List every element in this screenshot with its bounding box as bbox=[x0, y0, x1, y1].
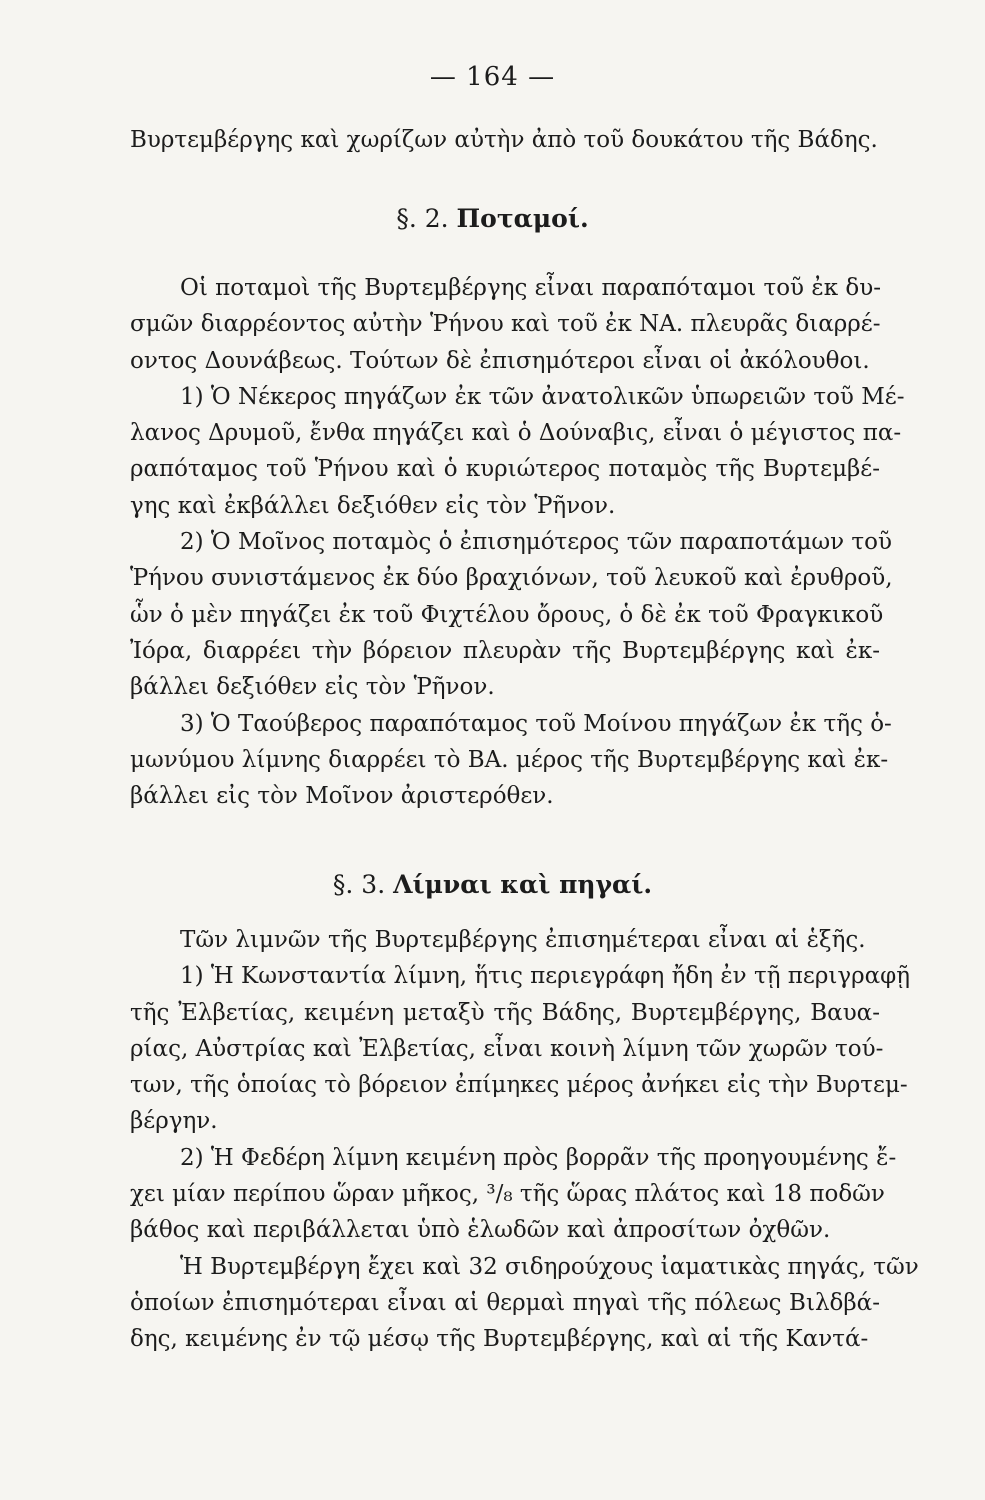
text-line: γης καὶ ἐκβάλλει δεξιόθεν εἰς τὸν Ῥῆνον. bbox=[130, 492, 616, 519]
text-line: Ἰόρα, διαρρέει τὴν βόρειον πλευρὰν τῆς Βυρτεμβέργης καὶ ἐκ- bbox=[130, 637, 880, 664]
section-body-rivers bbox=[130, 270, 905, 814]
text-line: βέργην. bbox=[130, 1108, 218, 1135]
text-line: βάλλει εἰς τὸν Μοῖνον ἀριστερόθεν. bbox=[130, 783, 554, 810]
text-line: ὧν ὁ μὲν πηγάζει ἐκ τοῦ Φιχτέλου ὄρους, ὁ δὲ ἐκ τοῦ Φραγκικοῦ bbox=[130, 601, 884, 628]
text-line: οντος Δουνάβεως. Τούτων δὲ ἐπισημότεροι εἶναι οἱ ἀκόλουθοι. bbox=[130, 347, 870, 374]
text-line: Βυρτεμβέργης καὶ χωρίζων αὐτὴν ἀπὸ τοῦ δουκάτου τῆς Βάδης. bbox=[130, 127, 878, 153]
text-line: Τῶν λιμνῶν τῆς Βυρτεμβέργης ἐπισημέτεραι εἶναι αἱ ἑξῆς. bbox=[180, 927, 866, 953]
text-line: μωνύμου λίμνης διαρρέει τὸ ΒΑ. μέρος τῆς Βυρτεμβέργης καὶ ἐκ- bbox=[130, 746, 889, 773]
section-heading-lakes bbox=[0, 870, 985, 899]
text-line: δης, κειμένης ἐν τῷ μέσῳ τῆς Βυρτεμβέργης, καὶ αἱ τῆς Καντά- bbox=[130, 1326, 869, 1353]
text-line: σμῶν διαρρέοντος αὐτὴν Ῥήνου καὶ τοῦ ἐκ ΝΑ. πλευρᾶς διαρρέ- bbox=[130, 311, 881, 338]
text-line: 2) Ἡ Φεδέρη λίμνη κειμένη πρὸς βορρᾶν τῆς προηγουμένης ἔ- bbox=[180, 1144, 897, 1171]
text-line: 1) Ὁ Νέκερος πηγάζων ἐκ τῶν ἀνατολικῶν ὑπωρειῶν τοῦ Μέ- bbox=[180, 383, 905, 410]
text-line: ραπόταμος τοῦ Ῥήνου καὶ ὁ κυριώτερος ποταμὸς τῆς Βυρτεμβέ- bbox=[130, 456, 880, 483]
section-number: §. 3. bbox=[332, 870, 386, 899]
text-line: βάλλει δεξιόθεν εἰς τὸν Ῥῆνον. bbox=[130, 674, 495, 701]
section-number: §. 2. bbox=[396, 204, 449, 233]
text-line: βάθος καὶ περιβάλλεται ὑπὸ ἑλωδῶν καὶ ἀπροσίτων ὀχθῶν. bbox=[130, 1217, 831, 1244]
text-line: ὁποίων ἐπισημότεραι εἶναι αἱ θερμαὶ πηγαὶ τῆς πόλεως Βιλδβά- bbox=[130, 1289, 880, 1316]
section-body-lakes bbox=[130, 922, 919, 1358]
text-line: των, τῆς ὁποίας τὸ βόρειον ἐπίμηκες μέρος ἀνήκει εἰς τὴν Βυρτεμ- bbox=[130, 1072, 908, 1099]
text-line: ρίας, Αὐστρίας καὶ Ἐλβετίας, εἶναι κοινὴ λίμνη τῶν χωρῶν τού- bbox=[130, 1035, 884, 1062]
text-line: τῆς Ἐλβετίας, κειμένη μεταξὺ τῆς Βάδης, Βυρτεμβέργης, Βαυα- bbox=[130, 999, 880, 1026]
text-line: 3) Ὁ Ταούβερος παραπόταμος τοῦ Μοίνου πηγάζων ἐκ τῆς ὁ- bbox=[180, 710, 892, 737]
page-number: — 164 — bbox=[429, 62, 556, 92]
text-line: 1) Ἡ Κωνσταντία λίμνη, ἥτις περιεγράφη ἤδη ἐν τῇ περιγραφῇ bbox=[180, 963, 911, 990]
text-line: Ῥήνου συνιστάμενος ἐκ δύο βραχιόνων, τοῦ λευκοῦ καὶ ἐρυθροῦ, bbox=[130, 565, 893, 592]
text-line: λανος Δρυμοῦ, ἔνθα πηγάζει καὶ ὁ Δούναβις, εἶναι ὁ μέγιστος πα- bbox=[130, 420, 902, 447]
section-title: Λίμναι καὶ πηγαί. bbox=[393, 870, 653, 899]
text-line: Οἱ ποταμοὶ τῆς Βυρτεμβέργης εἶναι παραπόταμοι τοῦ ἐκ δυ- bbox=[180, 275, 881, 301]
intro-paragraph bbox=[130, 122, 880, 158]
section-heading-rivers bbox=[0, 204, 985, 233]
text-line: Ἡ Βυρτεμβέργη ἔχει καὶ 32 σιδηρούχους ἰαματικὰς πηγάς, τῶν bbox=[180, 1253, 919, 1280]
text-line: 2) Ὁ Μοῖνος ποταμὸς ὁ ἐπισημότερος τῶν παραποτάμων τοῦ bbox=[180, 529, 892, 556]
text-line: χει μίαν περίπου ὥραν μῆκος, ³/₈ τῆς ὥρας πλάτος καὶ 18 ποδῶν bbox=[130, 1181, 885, 1208]
section-title: Ποταμοί. bbox=[456, 204, 589, 233]
